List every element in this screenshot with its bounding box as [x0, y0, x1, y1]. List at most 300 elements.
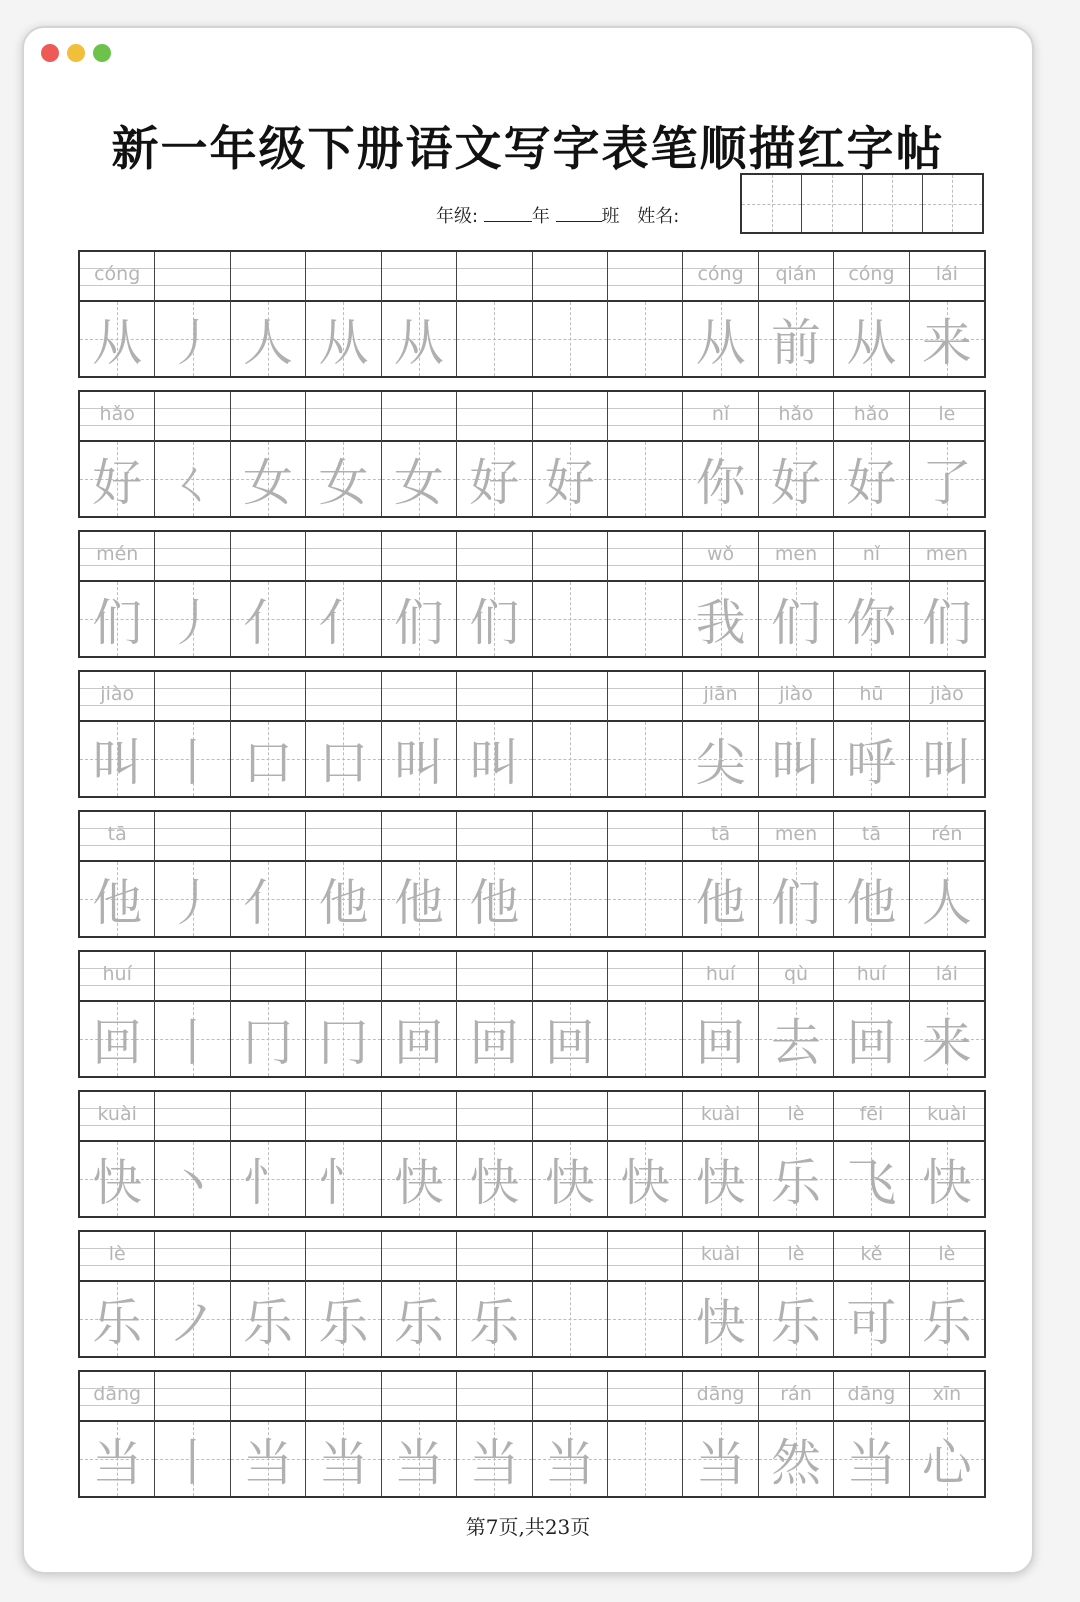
practice-cell[interactable]: [910, 392, 984, 516]
character-box: [306, 862, 380, 936]
practice-cell[interactable]: [457, 1232, 532, 1356]
practice-cell[interactable]: [608, 1232, 683, 1356]
pinyin-text: tā: [861, 823, 881, 845]
practice-cell[interactable]: [834, 252, 909, 376]
pinyin-box: [231, 1092, 305, 1142]
character-box: [382, 302, 456, 376]
practice-cell[interactable]: [457, 812, 532, 936]
tracing-character: 可: [846, 1294, 897, 1352]
practice-cell[interactable]: [533, 532, 608, 656]
tracing-character: 回: [92, 1014, 143, 1072]
tracing-character: 叫: [92, 734, 143, 792]
tracing-character: [533, 302, 607, 376]
maximize-window-button[interactable]: [93, 44, 111, 62]
character-box: [533, 1422, 607, 1496]
character-box: [382, 1282, 456, 1356]
pinyin-box: [155, 812, 229, 862]
tracing-character: 去: [771, 1014, 821, 1072]
practice-cell[interactable]: [457, 1092, 532, 1216]
tracing-character: 你: [846, 594, 897, 652]
character-box: [80, 1282, 154, 1356]
pinyin-box: [910, 1232, 984, 1282]
character-box: [683, 722, 757, 796]
practice-cell[interactable]: [759, 672, 834, 796]
practice-cell[interactable]: [155, 532, 230, 656]
character-box: [457, 722, 531, 796]
pinyin-box: [683, 672, 757, 722]
practice-cell[interactable]: [759, 532, 834, 656]
character-box: [759, 722, 833, 796]
pinyin-text: kuài: [97, 1103, 137, 1125]
class-blank[interactable]: [556, 206, 602, 222]
pinyin-box: [683, 1092, 757, 1142]
pinyin-text: huí: [856, 963, 887, 985]
practice-cell[interactable]: [533, 672, 608, 796]
practice-cell[interactable]: [382, 812, 457, 936]
practice-cell[interactable]: [608, 252, 683, 376]
pinyin-box: [910, 672, 984, 722]
pinyin-box: [457, 812, 531, 862]
practice-cell[interactable]: [306, 672, 381, 796]
character-box: [533, 1002, 607, 1076]
practice-cell[interactable]: [306, 532, 381, 656]
pinyin-text: kuài: [700, 1103, 741, 1125]
character-box: [382, 1142, 456, 1216]
practice-cell[interactable]: [533, 1232, 608, 1356]
pinyin-text: dāng: [93, 1383, 142, 1405]
character-box: [834, 1282, 908, 1356]
pinyin-text: dāng: [696, 1383, 745, 1405]
practice-cell[interactable]: [608, 392, 683, 516]
pinyin-box: [683, 1372, 757, 1422]
pinyin-box: [608, 1092, 682, 1142]
practice-cell[interactable]: [80, 1092, 155, 1216]
practice-cell[interactable]: [80, 252, 155, 376]
practice-cell[interactable]: [683, 532, 758, 656]
practice-cell[interactable]: [759, 1092, 834, 1216]
character-box: [834, 722, 908, 796]
pinyin-text: le: [938, 403, 956, 425]
character-box: [834, 1422, 908, 1496]
practice-cell[interactable]: [457, 952, 532, 1076]
practice-cell[interactable]: [155, 952, 230, 1076]
practice-cell[interactable]: [608, 532, 683, 656]
tracing-character: 叫: [771, 734, 821, 792]
practice-cell[interactable]: [834, 532, 909, 656]
character-box: [80, 1002, 154, 1076]
practice-cell[interactable]: [382, 1372, 457, 1496]
student-info-line: [436, 202, 679, 228]
practice-cell[interactable]: [457, 392, 532, 516]
pinyin-box: [834, 672, 908, 722]
practice-cell[interactable]: [608, 1372, 683, 1496]
character-box: [306, 1282, 380, 1356]
character-box: [80, 582, 154, 656]
practice-cell[interactable]: [306, 1232, 381, 1356]
practice-row: [78, 670, 986, 798]
pinyin-text: jiào: [779, 683, 813, 705]
practice-row: [78, 810, 986, 938]
character-box: [834, 1142, 908, 1216]
tracing-character: 快: [469, 1154, 520, 1212]
practice-cell[interactable]: [457, 532, 532, 656]
character-box: [80, 442, 154, 516]
practice-cell[interactable]: [155, 1092, 230, 1216]
practice-cell[interactable]: [382, 672, 457, 796]
character-box: [382, 1002, 456, 1076]
tracing-character: [457, 302, 531, 376]
tracing-character: 冂: [318, 1014, 369, 1072]
tracing-character: 亻: [318, 594, 369, 652]
practice-cell[interactable]: [382, 1232, 457, 1356]
practice-cell[interactable]: [457, 1372, 532, 1496]
character-box: [759, 1422, 833, 1496]
practice-cell[interactable]: [382, 252, 457, 376]
pinyin-box: [382, 532, 456, 582]
practice-cell[interactable]: [834, 1372, 909, 1496]
pinyin-text: cóng: [94, 263, 141, 285]
pinyin-text: tā: [107, 823, 127, 845]
tracing-character: 好: [544, 454, 595, 512]
name-writing-boxes[interactable]: [740, 173, 984, 234]
pinyin-box: [533, 532, 607, 582]
character-box: [306, 722, 380, 796]
practice-cell[interactable]: [683, 252, 758, 376]
pinyin-box: [533, 812, 607, 862]
practice-cell[interactable]: [231, 532, 306, 656]
pinyin-box: [533, 1232, 607, 1282]
practice-cell[interactable]: [759, 392, 834, 516]
character-box: [231, 722, 305, 796]
practice-cell[interactable]: [683, 812, 758, 936]
pinyin-box: [533, 1372, 607, 1422]
pinyin-box: [231, 1232, 305, 1282]
practice-cell[interactable]: [306, 392, 381, 516]
character-box: [80, 862, 154, 936]
tracing-character: [608, 582, 682, 656]
practice-cell[interactable]: [910, 532, 984, 656]
tracing-character: 回: [393, 1014, 444, 1072]
practice-cell[interactable]: [683, 392, 758, 516]
tracing-character: 人: [921, 874, 972, 932]
practice-cell[interactable]: [834, 1232, 909, 1356]
practice-cell[interactable]: [608, 812, 683, 936]
practice-cell[interactable]: [80, 1232, 155, 1356]
pinyin-box: [80, 672, 154, 722]
pinyin-box: [382, 952, 456, 1002]
pinyin-box: [533, 392, 607, 442]
practice-cell[interactable]: [834, 672, 909, 796]
practice-cell[interactable]: [910, 1092, 984, 1216]
practice-cell[interactable]: [834, 812, 909, 936]
pinyin-box: [231, 952, 305, 1002]
tracing-character: 乐: [393, 1294, 444, 1352]
tracing-character: 回: [469, 1014, 520, 1072]
year-suffix: 年: [531, 206, 550, 227]
character-box: [608, 582, 682, 656]
tracing-character: 呼: [846, 734, 897, 792]
pinyin-box: [457, 1092, 531, 1142]
tracing-character: 从: [92, 314, 143, 372]
tracing-character: 他: [318, 874, 369, 932]
practice-cell[interactable]: [834, 1092, 909, 1216]
page-footer: 第7页,共23页: [465, 1515, 591, 1539]
practice-cell[interactable]: [910, 1372, 984, 1496]
practice-cell[interactable]: [759, 952, 834, 1076]
practice-cell[interactable]: [231, 392, 306, 516]
tracing-character: 乐: [243, 1294, 294, 1352]
tracing-character: 快: [92, 1154, 143, 1212]
name-box[interactable]: [863, 175, 923, 232]
pinyin-box: [231, 252, 305, 302]
practice-cell[interactable]: [533, 392, 608, 516]
pinyin-text: hū: [859, 683, 884, 705]
pinyin-box: [457, 952, 531, 1002]
tracing-character: [608, 1422, 682, 1496]
character-box: [231, 582, 305, 656]
tracing-character: 好: [771, 454, 821, 512]
pinyin-text: jiào: [100, 683, 135, 705]
practice-cell[interactable]: [759, 812, 834, 936]
practice-cell[interactable]: [231, 1232, 306, 1356]
tracing-character: 快: [695, 1294, 746, 1352]
practice-cell[interactable]: [306, 812, 381, 936]
character-box: [231, 1142, 305, 1216]
page-title: 新一年级下册语文写字表笔顺描红字帖: [111, 122, 945, 177]
practice-cell[interactable]: [457, 672, 532, 796]
practice-cell[interactable]: [155, 672, 230, 796]
practice-cell[interactable]: [155, 1232, 230, 1356]
pinyin-box: [910, 952, 984, 1002]
pinyin-box: [759, 952, 833, 1002]
character-box: [683, 1282, 757, 1356]
minimize-window-button[interactable]: [67, 44, 85, 62]
practice-cell[interactable]: [306, 252, 381, 376]
character-box: [80, 1422, 154, 1496]
practice-cell[interactable]: [683, 1372, 758, 1496]
name-box[interactable]: [923, 175, 982, 232]
pinyin-box: [759, 1372, 833, 1422]
practice-cell[interactable]: [608, 1092, 683, 1216]
pinyin-box: [608, 952, 682, 1002]
practice-cell[interactable]: [231, 252, 306, 376]
practice-cell[interactable]: [533, 812, 608, 936]
tracing-character: 快: [544, 1154, 595, 1212]
practice-cell[interactable]: [533, 952, 608, 1076]
pinyin-box: [155, 1232, 229, 1282]
character-box: [608, 1142, 682, 1216]
practice-cell[interactable]: [683, 672, 758, 796]
character-box: [457, 582, 531, 656]
practice-cell[interactable]: [80, 392, 155, 516]
practice-cell[interactable]: [80, 1372, 155, 1496]
pinyin-text: huí: [705, 963, 736, 985]
pinyin-box: [683, 1232, 757, 1282]
practice-cell[interactable]: [231, 952, 306, 1076]
pinyin-box: [306, 812, 380, 862]
tracing-character: 们: [771, 874, 821, 932]
character-box: [683, 862, 757, 936]
practice-cell[interactable]: [910, 672, 984, 796]
pinyin-box: [155, 392, 229, 442]
document-window: [22, 26, 1034, 1574]
practice-cell[interactable]: [759, 1232, 834, 1356]
practice-cell[interactable]: [231, 812, 306, 936]
pinyin-box: [382, 1232, 456, 1282]
practice-cell[interactable]: [306, 952, 381, 1076]
tracing-character: 当: [846, 1434, 897, 1492]
tracing-character: 快: [695, 1154, 746, 1212]
practice-cell[interactable]: [231, 1092, 306, 1216]
character-box: [80, 302, 154, 376]
pinyin-box: [80, 1372, 154, 1422]
tracing-character: 你: [695, 454, 746, 512]
pinyin-box: [834, 392, 908, 442]
pinyin-text: jiào: [929, 683, 964, 705]
pinyin-box: [306, 1232, 380, 1282]
pinyin-box: [533, 672, 607, 722]
pinyin-box: [457, 1372, 531, 1422]
practice-cell[interactable]: [910, 252, 984, 376]
character-box: [155, 1422, 229, 1496]
tracing-character: 口: [243, 734, 294, 792]
pinyin-box: [231, 672, 305, 722]
pinyin-text: nǐ: [711, 403, 730, 425]
practice-cell[interactable]: [683, 1232, 758, 1356]
tracing-character: 快: [393, 1154, 444, 1212]
practice-cell[interactable]: [683, 952, 758, 1076]
practice-cell[interactable]: [382, 952, 457, 1076]
character-box: [608, 722, 682, 796]
tracing-character: 人: [243, 314, 294, 372]
pinyin-box: [608, 532, 682, 582]
practice-cell[interactable]: [608, 952, 683, 1076]
character-box: [231, 862, 305, 936]
character-box: [155, 1002, 229, 1076]
character-box: [155, 442, 229, 516]
close-window-button[interactable]: [41, 44, 59, 62]
pinyin-box: [80, 1092, 154, 1142]
tracing-character: 快: [620, 1154, 671, 1212]
pinyin-box: [683, 532, 757, 582]
practice-row: [78, 250, 986, 378]
practice-cell[interactable]: [608, 672, 683, 796]
pinyin-box: [457, 392, 531, 442]
practice-cell[interactable]: [910, 1232, 984, 1356]
practice-cell[interactable]: [533, 1372, 608, 1496]
practice-cell[interactable]: [382, 1092, 457, 1216]
tracing-character: ㄑ: [167, 454, 218, 512]
practice-cell[interactable]: [382, 532, 457, 656]
tracing-character: 快: [921, 1154, 972, 1212]
practice-cell[interactable]: [533, 252, 608, 376]
pinyin-box: [306, 672, 380, 722]
pinyin-box: [457, 672, 531, 722]
character-box: [608, 1002, 682, 1076]
tracing-character: 好: [469, 454, 520, 512]
character-box: [457, 1422, 531, 1496]
pinyin-box: [231, 1372, 305, 1422]
pinyin-box: [683, 252, 757, 302]
practice-cell[interactable]: [834, 952, 909, 1076]
practice-cell[interactable]: [910, 812, 984, 936]
practice-cell[interactable]: [759, 1372, 834, 1496]
character-box: [910, 582, 984, 656]
tracing-character: [608, 1002, 682, 1076]
character-box: [382, 1422, 456, 1496]
tracing-character: 丿: [167, 874, 218, 932]
pinyin-box: [759, 252, 833, 302]
practice-cell[interactable]: [382, 392, 457, 516]
tracing-character: 乐: [469, 1294, 520, 1352]
pinyin-box: [382, 1092, 456, 1142]
character-box: [155, 582, 229, 656]
character-box: [759, 442, 833, 516]
practice-cell[interactable]: [834, 392, 909, 516]
practice-cell[interactable]: [155, 252, 230, 376]
tracing-character: 当: [393, 1434, 444, 1492]
tracing-character: 好: [846, 454, 897, 512]
practice-cell[interactable]: [80, 672, 155, 796]
practice-cell[interactable]: [306, 1092, 381, 1216]
pinyin-text: lái: [935, 263, 958, 285]
pinyin-box: [533, 1092, 607, 1142]
practice-cell[interactable]: [80, 532, 155, 656]
practice-row: [78, 390, 986, 518]
tracing-character: 回: [846, 1014, 897, 1072]
practice-cell[interactable]: [683, 1092, 758, 1216]
character-box: [910, 862, 984, 936]
pinyin-box: [834, 252, 908, 302]
tracing-character: [533, 722, 607, 796]
practice-cell[interactable]: [155, 1372, 230, 1496]
practice-cell[interactable]: [155, 392, 230, 516]
pinyin-box: [759, 1092, 833, 1142]
practice-cell[interactable]: [533, 1092, 608, 1216]
pinyin-box: [683, 392, 757, 442]
tracing-character: 从: [318, 314, 369, 372]
grade-blank[interactable]: [484, 206, 532, 222]
character-box: [533, 582, 607, 656]
practice-cell[interactable]: [231, 1372, 306, 1496]
tracing-character: 丨: [167, 1434, 218, 1492]
practice-cell[interactable]: [80, 952, 155, 1076]
pinyin-text: qián: [775, 263, 817, 285]
pinyin-box: [834, 532, 908, 582]
practice-cell[interactable]: [231, 672, 306, 796]
practice-cell[interactable]: [910, 952, 984, 1076]
pinyin-box: [608, 392, 682, 442]
name-box[interactable]: [802, 175, 862, 232]
practice-cell[interactable]: [80, 812, 155, 936]
practice-cell[interactable]: [457, 252, 532, 376]
practice-cell[interactable]: [306, 1372, 381, 1496]
character-box: [910, 1422, 984, 1496]
pinyin-text: cóng: [848, 263, 895, 285]
pinyin-box: [155, 1372, 229, 1422]
name-box[interactable]: [742, 175, 802, 232]
pinyin-box: [80, 252, 154, 302]
practice-cell[interactable]: [759, 252, 834, 376]
character-box: [457, 862, 531, 936]
character-box: [533, 722, 607, 796]
character-box: [608, 302, 682, 376]
character-box: [382, 442, 456, 516]
pinyin-text: tā: [711, 823, 731, 845]
character-box: [231, 1422, 305, 1496]
practice-cell[interactable]: [155, 812, 230, 936]
tracing-character: 们: [469, 594, 520, 652]
